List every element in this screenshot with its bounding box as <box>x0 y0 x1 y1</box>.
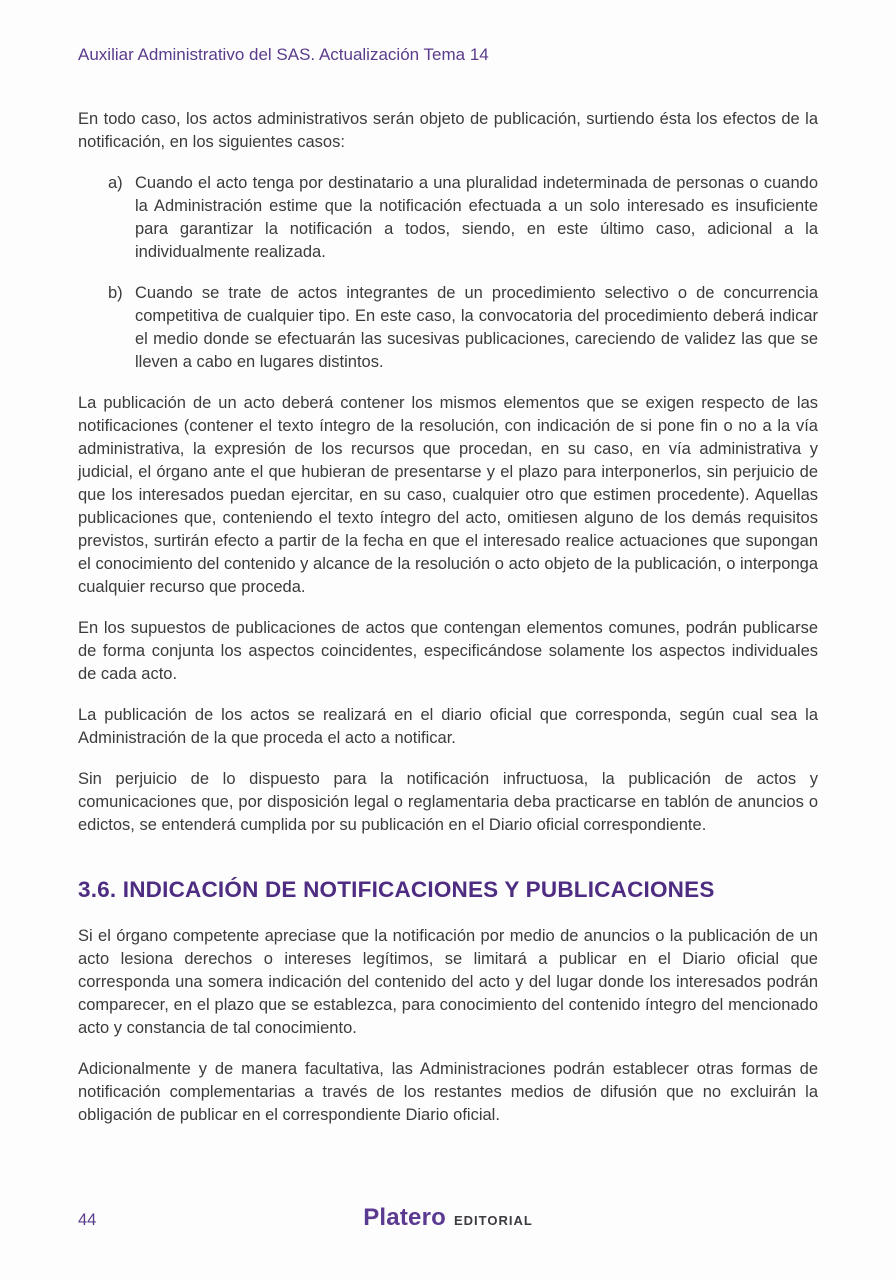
publisher-name: Platero <box>363 1204 446 1231</box>
paragraph-common-elements: En los supuestos de publicaciones de actos que contengan elementos comunes, podrán publicarse de forma conjunta los aspectos coincidentes, especificándose solamente los aspectos individuales de cada acto. <box>78 619 818 683</box>
paragraph-board-of-announcements: Sin perjuicio de lo dispuesto para la notificación infructuosa, la publicación de actos y comunicaciones que, por disposición legal o reglamentaria deba practicarse en tablón de anuncios o edictos, se entenderá cumplida por su publicación en el Diario oficial correspondiente. <box>78 770 818 834</box>
list-marker-b: b) <box>108 284 123 302</box>
running-header: Auxiliar Administrativo del SAS. Actualización Tema 14 <box>78 45 489 64</box>
publisher-logo <box>78 1204 818 1232</box>
page-number: 44 <box>78 1211 97 1229</box>
paragraph-publication-elements: La publicación de un acto deberá contener los mismos elementos que se exigen respecto de las notificaciones (contener el texto íntegro de la resolución, con indicación de si pone fin o no a la vía administrativa, la expresión de los recursos que procedan, en su caso, en vía administrativa y judicial, el órgano ante el que hubieran de presentarse y el plazo para interponerlos, sin perjuicio de que los interesados puedan ejercitar, en su caso, cualquier otro que estimen procedente). Aquellas publicaciones que, conteniendo el texto íntegro del acto, omitiesen alguno de los demás requisitos previstos, surtirán efecto a partir de la fecha en que el interesado realice actuaciones que supongan el conocimiento del contenido y alcance de la resolución o acto objeto de la publicación, o interponga cualquier recurso que proceda. <box>78 394 818 596</box>
list-marker-a: a) <box>108 174 123 192</box>
intro-paragraph: En todo caso, los actos administrativos serán objeto de publicación, surtiendo ésta los efectos de la notificación, en los siguientes casos: <box>78 110 818 151</box>
section-paragraph-limited-publication: Si el órgano competente apreciase que la notificación por medio de anuncios o la publicación de un acto lesiona derechos o intereses legítimos, se limitará a publicar en el Diario oficial que corresponda una somera indicación del contenido del acto y del lugar donde los interesados podrán comparecer, en el plazo que se establezca, para conocimiento del contenido íntegro del mencionado acto y constancia de tal conocimiento. <box>78 927 818 1037</box>
paragraph-official-journal: La publicación de los actos se realizará en el diario oficial que corresponda, según cual sea la Administración de la que proceda el acto a notificar. <box>78 706 818 747</box>
list-text-b: Cuando se trate de actos integrantes de un procedimiento selectivo o de concurrencia competitiva de cualquier tipo. En este caso, la convocatoria del procedimiento deberá indicar el medio donde se efectuarán las sucesivas publicaciones, careciendo de validez las que se lleven a cabo en lugares distintos. <box>135 284 818 371</box>
section-paragraph-additional-forms: Adicionalmente y de manera facultativa, las Administraciones podrán establecer otras formas de notificación complementarias a través de los restantes medios de difusión que no excluirán la obligación de publicar en el correspondiente Diario oficial. <box>78 1060 818 1124</box>
publisher-type-label: EDITORIAL <box>453 1213 533 1228</box>
list-text-a: Cuando el acto tenga por destinatario a una pluralidad indeterminada de personas o cuando la Administración estime que la notificación efectuada a un solo interesado es insuficiente para garantizar la notificación a todos, siendo, en este último caso, adicional a la individualmente realizada. <box>135 174 818 261</box>
list-item-b <box>108 282 818 374</box>
section-heading-3-6: 3.6. INDICACIÓN DE NOTIFICACIONES Y PUBLICACIONES <box>78 877 715 902</box>
list-item-a <box>108 172 818 264</box>
page-content <box>78 44 818 1145</box>
page-footer <box>78 1202 818 1232</box>
